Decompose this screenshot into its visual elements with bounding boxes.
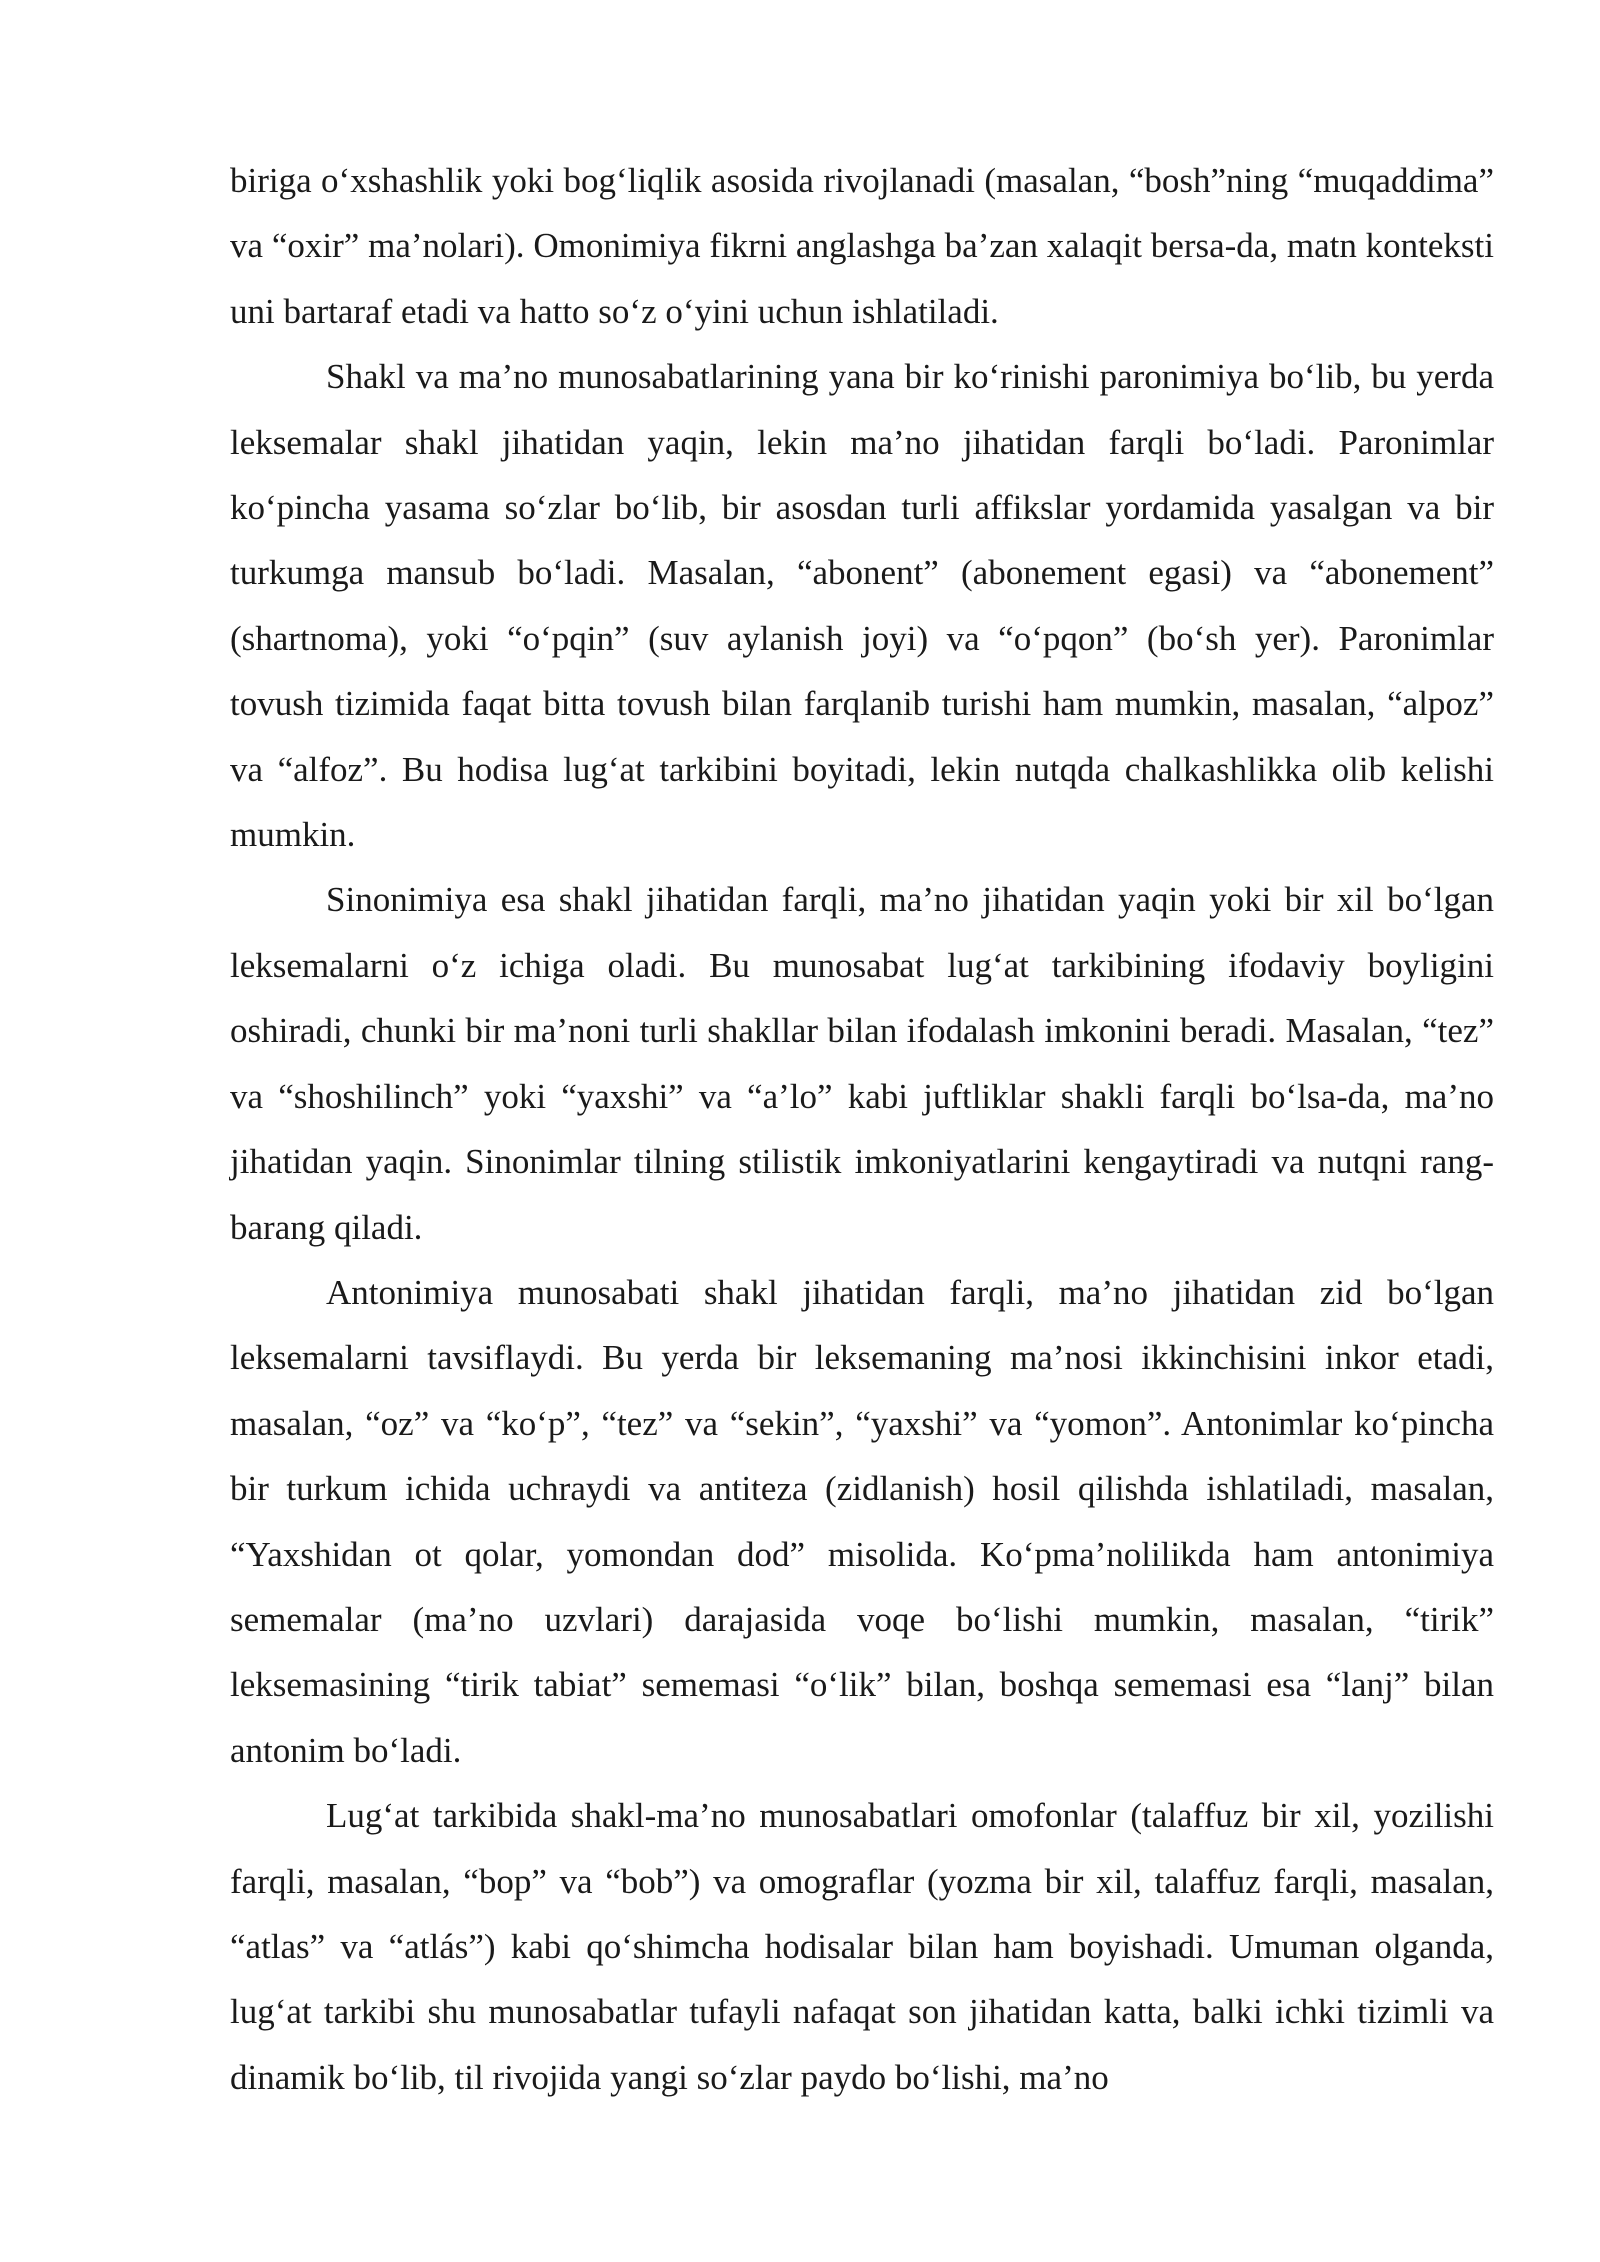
paragraph-omofonlar: Lug‘at tarkibida shakl-ma’no munosabatlari omofonlar (talaffuz bir xil, yozilishi farqli, masalan, “bop” va “bob”) va omograflar (yozma bir xil, talaffuz farqli, masalan, “atlas” va “atlás”) kabi qo‘shimcha hodisalar bilan ham boyishadi. Umuman olganda, lug‘at tarkibi shu munosabatlar tufayli nafaqat son jihatidan katta, balki ichki tizimli va dinamik bo‘lib, til rivojida yangi so‘zlar paydo bo‘lishi, ma’no <box>230 1796 1494 2097</box>
body-text <box>230 148 1494 2110</box>
paragraph-antonimiya: Antonimiya munosabati shakl jihatidan farqli, ma’no jihatidan zid bo‘lgan leksemalarni tavsiflaydi. Bu yerda bir leksemaning ma’nosi ikkinchisini inkor etadi, masalan, “oz” va “ko‘p”, “tez” va “sekin”, “yaxshi” va “yomon”. Antonimlar ko‘pincha bir turkum ichida uchraydi va antiteza (zidlanish) hosil qilishda ishlatiladi, masalan, “Yaxshidan ot qolar, yomondan dod” misolida. Ko‘pma’nolilikda ham antonimiya sememalar (ma’no uzvlari) darajasida voqe bo‘lishi mumkin, masalan, “tirik” leksemasining “tirik tabiat” sememasi “o‘lik” bilan, boshqa sememasi esa “lanj” bilan antonim bo‘ladi. <box>230 1272 1494 1770</box>
paragraph-paronimiya: Shakl va ma’no munosabatlarining yana bir ko‘rinishi paronimiya bo‘lib, bu yerda leksemalar shakl jihatidan yaqin, lekin ma’no jihatidan farqli bo‘ladi. Paronimlar ko‘pincha yasama so‘zlar bo‘lib, bir asosdan turli affikslar yordamida yasalgan va bir turkumga mansub bo‘ladi. Masalan, “abonent” (abonement egasi) va “abonement” (shartnoma), yoki “o‘pqin” (suv aylanish joyi) va “o‘pqon” (bo‘sh yer). Paronimlar tovush tizimida faqat bitta tovush bilan farqlanib turishi ham mumkin, masalan, “alpoz” va “alfoz”. Bu hodisa lug‘at tarkibini boyitadi, lekin nutqda chalkashlikka olib kelishi mumkin. <box>230 357 1494 855</box>
paragraph-sinonimiya: Sinonimiya esa shakl jihatidan farqli, ma’no jihatidan yaqin yoki bir xil bo‘lgan leksemalarni o‘z ichiga oladi. Bu munosabat lug‘at tarkibining ifodaviy boyligini oshiradi, chunki bir ma’noni turli shakllar bilan ifodalash imkonini beradi. Masalan, “tez” va “shoshilinch” yoki “yaxshi” va “a’lo” kabi juftliklar shakli farqli bo‘lsa-da, ma’no jihatidan yaqin. Sinonimlar tilning stilistik imkoniyatlarini kengaytiradi va nutqni rang-barang qiladi. <box>230 880 1494 1247</box>
paragraph-continued: biriga o‘xshashlik yoki bog‘liqlik asosida rivojlanadi (masalan, “bosh”ning “muqaddima” va “oxir” ma’nolari). Omonimiya fikrni anglashga ba’zan xalaqit bersa-da, matn konteksti uni bartaraf etadi va hatto so‘z o‘yini uchun ishlatiladi. <box>230 161 1494 331</box>
